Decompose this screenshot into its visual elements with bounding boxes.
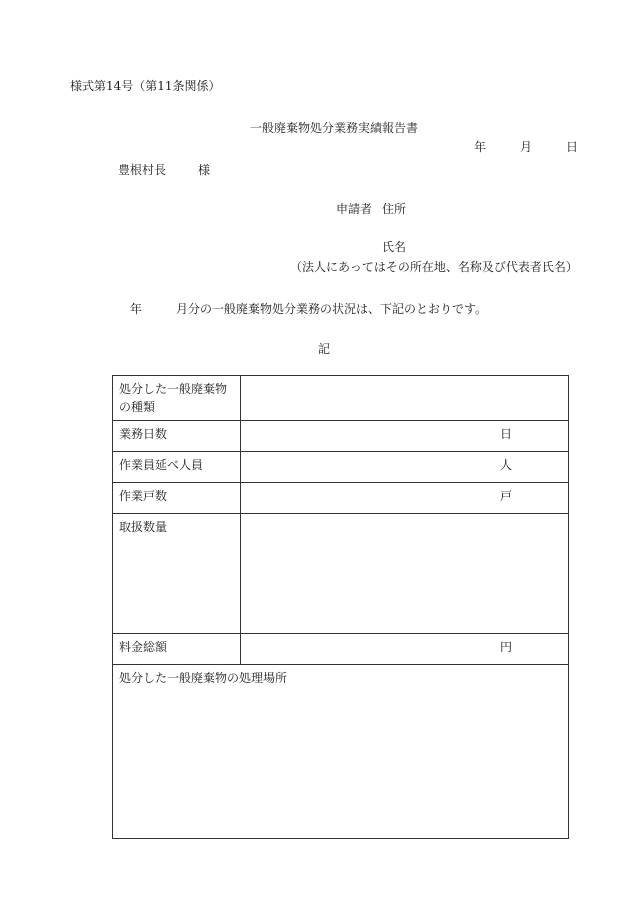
workers-label: 作業員延べ人員 — [113, 452, 241, 483]
households-unit: 戸 — [499, 489, 512, 503]
body-text-year: 年 — [130, 302, 143, 316]
workers-field[interactable] — [241, 452, 569, 483]
body-text: 月分の一般廃棄物処分業務の状況は、下記のとおりです。 — [176, 302, 488, 316]
households-field[interactable] — [241, 483, 569, 514]
form-number: 様式第14号（第11条関係） — [70, 79, 221, 93]
document-title: 一般廃棄物処分業務実績報告書 — [250, 121, 419, 135]
applicant-name-label: 氏名 — [382, 240, 407, 254]
fee-label: 料金総額 — [113, 634, 241, 665]
applicant-label: 申請者 — [336, 202, 373, 216]
quantity-label: 取扱数量 — [113, 514, 241, 634]
table-row — [113, 665, 569, 839]
work-days-field[interactable] — [241, 421, 569, 452]
ki-heading: 記 — [318, 342, 331, 356]
quantity-field[interactable] — [241, 514, 569, 634]
waste-type-field[interactable] — [241, 376, 569, 421]
disposal-site-label: 処分した一般廃棄物の処理場所 — [119, 671, 288, 685]
date-day-label: 日 — [566, 140, 579, 154]
table-row — [113, 421, 569, 452]
addressee-name: 豊根村長 — [118, 163, 167, 177]
date-year-label: 年 — [474, 140, 487, 154]
date-month-label: 月 — [520, 140, 533, 154]
fee-unit: 円 — [499, 640, 512, 654]
workers-unit: 人 — [499, 458, 512, 472]
report-table — [112, 375, 569, 839]
table-row — [113, 514, 569, 634]
addressee-honorific: 様 — [198, 163, 211, 177]
work-days-unit: 日 — [499, 427, 512, 441]
fee-field[interactable] — [241, 634, 569, 665]
households-label: 作業戸数 — [113, 483, 241, 514]
applicant-address-label: 住所 — [382, 202, 407, 216]
table-row — [113, 376, 569, 421]
table-row — [113, 634, 569, 665]
work-days-label: 業務日数 — [113, 421, 241, 452]
waste-type-label: 処分した一般廃棄物の種類 — [113, 376, 241, 421]
table-row — [113, 483, 569, 514]
table-row — [113, 452, 569, 483]
corporate-note: （法人にあってはその所在地、名称及び代表者氏名） — [290, 260, 578, 274]
disposal-site-field[interactable] — [113, 665, 569, 839]
